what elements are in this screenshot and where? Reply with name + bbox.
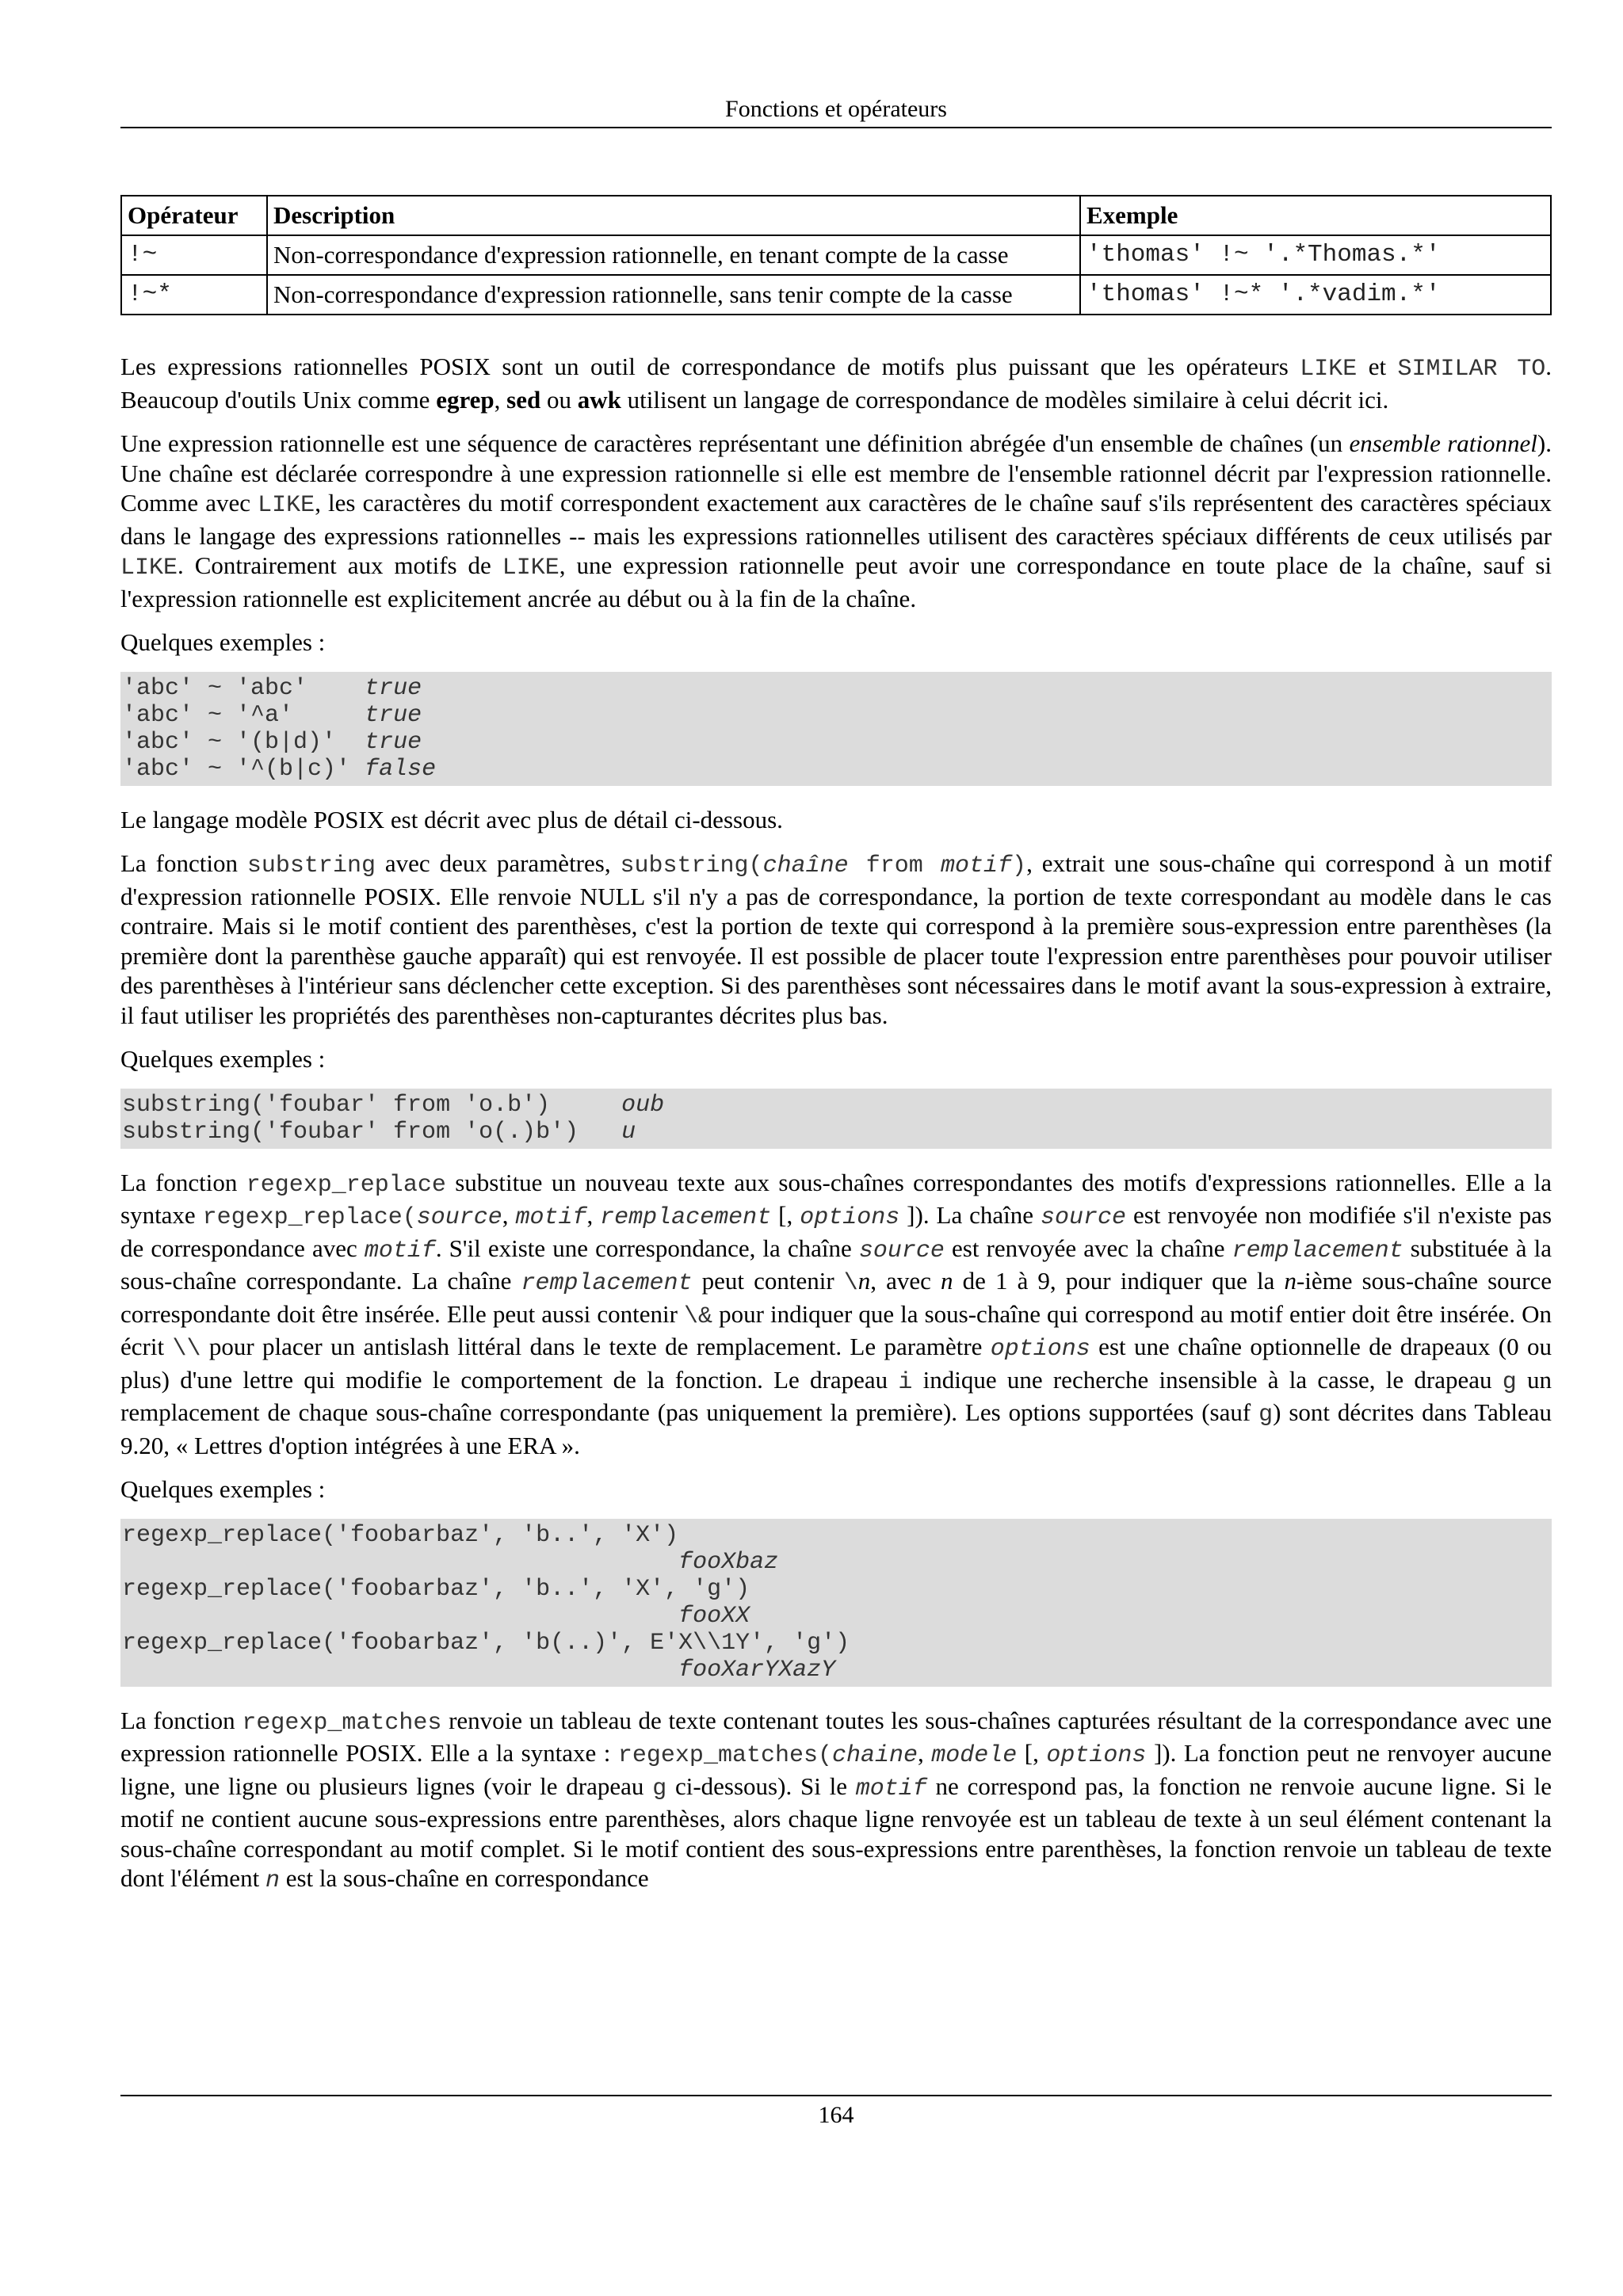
- column-header-example: Exemple: [1080, 196, 1551, 235]
- paragraph-regexp-matches: La fonction regexp_matches renvoie un tableau de texte contenant toutes les sous-chaînes capturées résultant de la correspondance avec une expression rationnelle POSIX. Elle a la syntaxe : regexp_matches(chaine, modele [, options ]). La fonction peut ne renvoyer aucune ligne, une ligne ou plusieurs lignes (voir le drapeau g ci-dessous). Si le motif ne correspond pas, la fonction ne renvoie aucune ligne. Si le motif ne contient aucune sous-expressions entre parenthèses, alors chaque ligne renvoyée est un tableau de texte à un seul élément contenant la sous-chaîne correspondant au motif complet. Si le motif contient des sous-expressions entre parenthèses, la fonction renvoie un tableau de texte dont l'élément n est la sous-chaîne en correspondance: [120, 1706, 1552, 1894]
- description-cell: Non-correspondance d'expression rationnelle, sans tenir compte de la casse: [267, 275, 1080, 315]
- operator-cell: !~: [121, 235, 267, 275]
- examples-label: Quelques exemples :: [120, 628, 326, 656]
- paragraph-substring: La fonction substring avec deux paramètres, substring(chaîne from motif), extrait une sous-chaîne qui correspond à un motif d'expression rationnelle POSIX. Elle renvoie NULL s'il n'y a pas de correspondance, la portion de texte correspondant au modèle dans le cas contraire. Mais si le motif contient des parenthèses, c'est la portion de texte qui correspond à la première sous-expression entre parenthèses (la première dont la parenthèse gauche apparaît) qui est renvoyée. Il est possible de placer toute l'expression entre parenthèses pour pouvoir utiliser des parenthèses à l'intérieur sans déclencher cette exception. Si des parenthèses sont nécessaires dans le motif avant la sous-expression à extraire, il faut utiliser les propriétés des parenthèses non-capturantes décrites plus bas.: [120, 849, 1552, 1029]
- operators-table: [120, 195, 1552, 315]
- paragraph-posix-detail: Le langage modèle POSIX est décrit avec plus de détail ci-dessous.: [120, 805, 783, 833]
- page-footer: [120, 2095, 1552, 2131]
- page-number: 164: [818, 2102, 854, 2128]
- paragraph-posix-intro: Les expressions rationnelles POSIX sont un outil de correspondance de motifs plus puissant que les opérateurs LIKE et SIMILAR TO. Beaucoup d'outils Unix comme egrep, sed ou awk utilisent un langage de correspondance de modèles similaire à celui décrit ici.: [120, 353, 1552, 414]
- example-cell: 'thomas' !~ '.*Thomas.*': [1080, 235, 1551, 275]
- description-cell: Non-correspondance d'expression rationnelle, en tenant compte de la casse: [267, 235, 1080, 275]
- examples-label: Quelques exemples :: [120, 1475, 326, 1503]
- page-content: [120, 195, 1552, 1897]
- table-row: [121, 235, 1551, 275]
- paragraph-regexp-replace: La fonction regexp_replace substitue un nouveau texte aux sous-chaînes correspondantes des motifs d'expressions rationnelles. Elle a la syntaxe regexp_replace(source, motif, remplacement [, options ]). La chaîne source est renvoyée non modifiée s'il n'existe pas de correspondance avec motif. S'il existe une correspondance, la chaîne source est renvoyée avec la chaîne remplacement substituée à la sous-chaîne correspondante. La chaîne remplacement peut contenir \n, avec n de 1 à 9, pour indiquer que la n-ième sous-chaîne source correspondante doit être insérée. Elle peut aussi contenir \& pour indiquer que la sous-chaîne qui correspond au motif entier doit être insérée. On écrit \\ pour placer un antislash littéral dans le texte de remplacement. Le paramètre options est une chaîne optionnelle de drapeaux (0 ou plus) d'une lettre qui modifie le comportement de la fonction. Le drapeau i indique une recherche insensible à la casse, le drapeau g un remplacement de chaque sous-chaîne correspondante (pas uniquement la première). Les options supportées (sauf g) sont décrites dans Tableau 9.20, « Lettres d'option intégrées à une ERA ».: [120, 1168, 1552, 1459]
- table-header-row: [121, 196, 1551, 235]
- example-cell: 'thomas' !~* '.*vadim.*': [1080, 275, 1551, 315]
- examples-label: Quelques exemples :: [120, 1045, 326, 1073]
- table-row: [121, 275, 1551, 315]
- column-header-description: Description: [267, 196, 1080, 235]
- code-example-block: substring('foubar' from 'o.b') oub substring('foubar' from 'o(.)b') u: [120, 1089, 1552, 1149]
- code-example-block: 'abc' ~ 'abc' true 'abc' ~ '^a' true 'abc' ~ '(b|d)' true 'abc' ~ '^(b|c)' false: [120, 672, 1552, 786]
- code-example-block: regexp_replace('foobarbaz', 'b..', 'X') fooXbaz regexp_replace('foobarbaz', 'b..', 'X', 'g') fooXX regexp_replace('foobarbaz', 'b(..)', E'X\\1Y', 'g') fooXarYXazY: [120, 1519, 1552, 1687]
- paragraph-regex-definition: Une expression rationnelle est une séquence de caractères représentant une définition abrégée d'un ensemble de chaînes (un ensemble rationnel). Une chaîne est déclarée correspondre à une expression rationnelle si elle est membre de l'ensemble rationnel décrit par l'expression rationnelle. Comme avec LIKE, les caractères du motif correspondent exactement aux caractères de le chaîne sauf s'ils représentent des caractères spéciaux dans le langage des expressions rationnelles -- mais les expressions rationnelles utilisent des caractères spéciaux différents de ceux utilisés par LIKE. Contrairement aux motifs de LIKE, une expression rationnelle peut avoir une correspondance en toute place de la chaîne, sauf si l'expression rationnelle est explicitement ancrée au début ou à la fin de la chaîne.: [120, 429, 1552, 612]
- operator-cell: !~*: [121, 275, 267, 315]
- running-header: Fonctions et opérateurs: [120, 93, 1552, 128]
- column-header-operator: Opérateur: [121, 196, 267, 235]
